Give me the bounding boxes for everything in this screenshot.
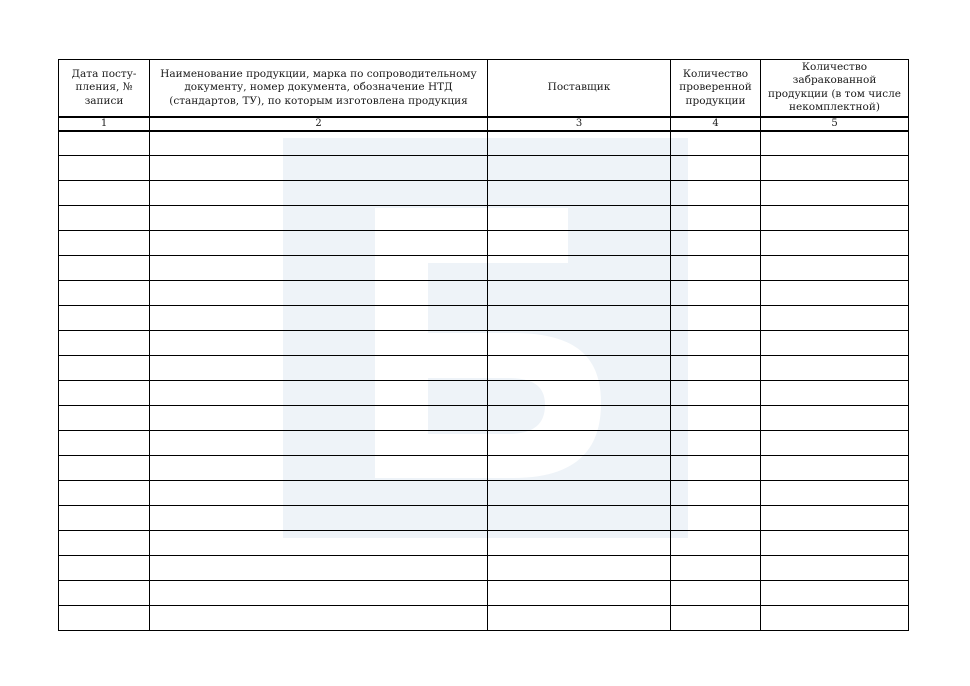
table-cell[interactable]: [150, 206, 488, 231]
table-cell[interactable]: [59, 606, 150, 631]
table-cell[interactable]: [488, 406, 671, 431]
table-cell[interactable]: [761, 206, 909, 231]
table-cell[interactable]: [671, 606, 761, 631]
table-row: [59, 206, 909, 231]
column-number: 5: [761, 117, 909, 131]
header-rejected-quantity: Количество забракованной продукции (в том числе некомплектной): [761, 60, 909, 117]
table-cell[interactable]: [761, 181, 909, 206]
table-cell[interactable]: [671, 181, 761, 206]
table-row: [59, 606, 909, 631]
header-checked-quantity: Количество проверенной продукции: [671, 60, 761, 117]
table-cell[interactable]: [59, 431, 150, 456]
table-row: [59, 131, 909, 156]
table-row: [59, 231, 909, 256]
table-cell[interactable]: [761, 306, 909, 331]
table-cell[interactable]: [59, 581, 150, 606]
table-cell[interactable]: [761, 481, 909, 506]
table-cell[interactable]: [761, 406, 909, 431]
column-number-row: [59, 117, 909, 131]
table-cell[interactable]: [671, 231, 761, 256]
table-row: [59, 381, 909, 406]
column-number: 1: [59, 117, 150, 131]
table-cell[interactable]: [761, 581, 909, 606]
table-cell[interactable]: [488, 581, 671, 606]
table-row: [59, 356, 909, 381]
table-cell[interactable]: [761, 431, 909, 456]
table-cell[interactable]: [150, 581, 488, 606]
table-row: [59, 581, 909, 606]
table-cell[interactable]: [150, 381, 488, 406]
table-cell[interactable]: [761, 531, 909, 556]
table-cell[interactable]: [671, 131, 761, 156]
table-cell[interactable]: [488, 356, 671, 381]
table-cell[interactable]: [761, 231, 909, 256]
table-cell[interactable]: [761, 606, 909, 631]
table-cell[interactable]: [59, 231, 150, 256]
table-cell[interactable]: [59, 131, 150, 156]
table-cell[interactable]: [761, 456, 909, 481]
table-cell[interactable]: [488, 231, 671, 256]
table-cell[interactable]: [488, 181, 671, 206]
table-cell[interactable]: [488, 156, 671, 181]
table-cell[interactable]: [671, 456, 761, 481]
table-row: [59, 331, 909, 356]
table-cell[interactable]: [488, 531, 671, 556]
table-cell[interactable]: [671, 331, 761, 356]
table-cell[interactable]: [150, 531, 488, 556]
table-cell[interactable]: [671, 281, 761, 306]
table-cell[interactable]: [761, 556, 909, 581]
table-cell[interactable]: [761, 356, 909, 381]
table-row: [59, 431, 909, 456]
table-row: [59, 506, 909, 531]
table-cell[interactable]: [671, 531, 761, 556]
table-row: [59, 531, 909, 556]
table-cell[interactable]: [488, 431, 671, 456]
table-cell[interactable]: [150, 281, 488, 306]
table-cell[interactable]: [488, 256, 671, 281]
table-cell[interactable]: [150, 556, 488, 581]
table-cell[interactable]: [59, 306, 150, 331]
table-cell[interactable]: [488, 206, 671, 231]
table-cell[interactable]: [150, 606, 488, 631]
column-number: 2: [150, 117, 488, 131]
table-cell[interactable]: [59, 206, 150, 231]
table-body: [59, 131, 909, 631]
table-cell[interactable]: [59, 381, 150, 406]
table-cell[interactable]: [150, 256, 488, 281]
table-row: [59, 556, 909, 581]
table-cell[interactable]: [59, 506, 150, 531]
table-cell[interactable]: [488, 606, 671, 631]
table-cell[interactable]: [150, 156, 488, 181]
table-cell[interactable]: [488, 131, 671, 156]
table-cell[interactable]: [150, 181, 488, 206]
quality-control-journal-table: [58, 59, 909, 631]
table-cell[interactable]: [671, 306, 761, 331]
table-cell[interactable]: [488, 456, 671, 481]
table-cell[interactable]: [59, 556, 150, 581]
column-number: 3: [488, 117, 671, 131]
table-cell[interactable]: [671, 556, 761, 581]
table-cell[interactable]: [59, 281, 150, 306]
table-cell[interactable]: [150, 506, 488, 531]
table-cell[interactable]: [671, 506, 761, 531]
table-cell[interactable]: [671, 356, 761, 381]
table-cell[interactable]: [488, 481, 671, 506]
table-cell[interactable]: [59, 481, 150, 506]
table-cell[interactable]: [59, 331, 150, 356]
table-cell[interactable]: [488, 381, 671, 406]
table-cell[interactable]: [59, 406, 150, 431]
table-cell[interactable]: [671, 256, 761, 281]
table-row: [59, 181, 909, 206]
table-cell[interactable]: [150, 306, 488, 331]
table-cell[interactable]: [761, 506, 909, 531]
header-supplier: Поставщик: [488, 60, 671, 117]
table-cell[interactable]: [150, 356, 488, 381]
table-cell[interactable]: [150, 331, 488, 356]
table-cell[interactable]: [671, 156, 761, 181]
table-cell[interactable]: [59, 156, 150, 181]
table-cell[interactable]: [761, 256, 909, 281]
table-cell[interactable]: [671, 381, 761, 406]
table-cell[interactable]: [488, 556, 671, 581]
header-product-name: Наименование продукции, марка по сопроводительному документу, номер документа, обозначение НТД (стандартов, ТУ), по которым изготовлена продукция: [150, 60, 488, 117]
table-row: [59, 456, 909, 481]
table-header-row: [59, 60, 909, 117]
table-cell[interactable]: [761, 331, 909, 356]
table-row: [59, 481, 909, 506]
table-cell[interactable]: [150, 406, 488, 431]
table-cell[interactable]: [150, 456, 488, 481]
table-cell[interactable]: [59, 181, 150, 206]
table-cell[interactable]: [671, 431, 761, 456]
table-cell[interactable]: [59, 356, 150, 381]
table-cell[interactable]: [761, 381, 909, 406]
table-cell[interactable]: [488, 281, 671, 306]
table-row: [59, 281, 909, 306]
table-cell[interactable]: [59, 456, 150, 481]
table-cell[interactable]: [671, 206, 761, 231]
table-row: [59, 306, 909, 331]
table-cell[interactable]: [761, 131, 909, 156]
table-cell[interactable]: [671, 481, 761, 506]
table-row: [59, 156, 909, 181]
table-cell[interactable]: [150, 481, 488, 506]
table-cell[interactable]: [488, 506, 671, 531]
table-cell[interactable]: [671, 406, 761, 431]
header-date-record: Дата посту-пления, № записи: [59, 60, 150, 117]
table-cell[interactable]: [150, 431, 488, 456]
table-row: [59, 406, 909, 431]
table-cell[interactable]: [761, 156, 909, 181]
table-row: [59, 256, 909, 281]
table-cell[interactable]: [488, 306, 671, 331]
table-cell[interactable]: [488, 331, 671, 356]
column-number: 4: [671, 117, 761, 131]
table-cell[interactable]: [671, 581, 761, 606]
table-cell[interactable]: [59, 256, 150, 281]
table-cell[interactable]: [150, 231, 488, 256]
table-cell[interactable]: [150, 131, 488, 156]
table-cell[interactable]: [761, 281, 909, 306]
table-cell[interactable]: [59, 531, 150, 556]
